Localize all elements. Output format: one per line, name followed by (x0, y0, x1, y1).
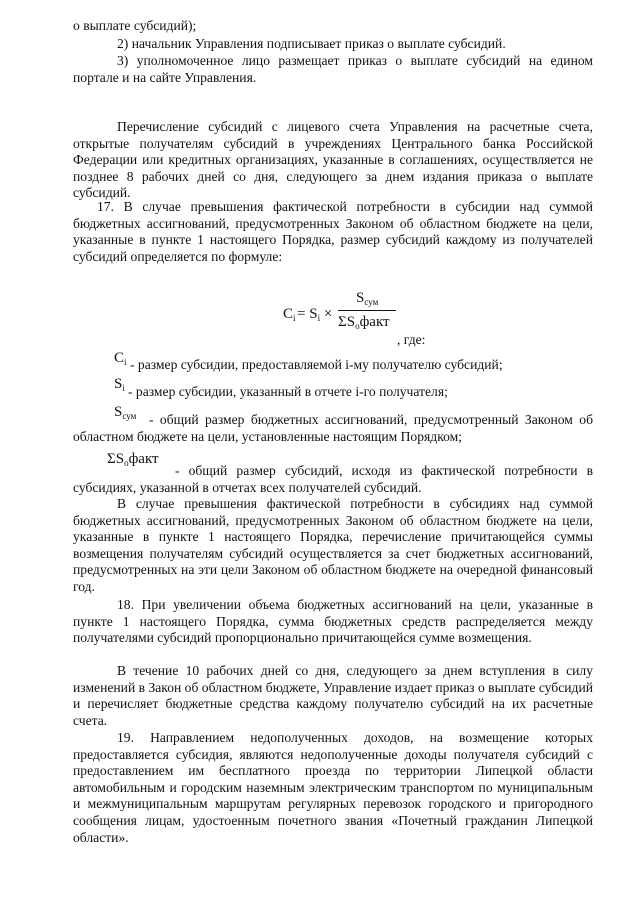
paragraph-10-days: В течение 10 рабочих дней со дня, следующего за днем вступления в силу изменений в Закон об областном бюджете, Управление издает приказ о выплате субсидий и перечисляет бюджетные средства каждому получателю субсидий на их расчетные счета. (73, 663, 593, 728)
formula-denominator: $\Sigma S_oфакт$ (338, 314, 390, 331)
paragraph-17: 17. В случае превышения фактической потребности в субсидии над суммой бюджетных ассигнований, предусмотренных Законом об областном бюджете на цели, указанные в пункте 1 настоящего Порядка, размер субсидий каждому из получателей субсидий определяется по формуле: (73, 199, 593, 264)
formula-where: , где: (397, 332, 426, 347)
formula-eq: = $S_i$ × (297, 306, 333, 323)
text-item-3: 3) уполномоченное лицо размещает приказ о выплате субсидий на едином портале и на сайте Управления. (73, 53, 593, 85)
paragraph-18: 18. При увеличении объема бюджетных ассигнований на цели, указанные в пункте 1 настоящего Порядка, сумма бюджетных средств распределяется между получателями субсидий пропорционально причитающейся сумме возмещения. (73, 597, 593, 646)
fraction-bar (338, 310, 396, 311)
formula-lhs: $C_i$ (283, 306, 296, 323)
text-line-1: о выплате субсидий); (73, 18, 197, 33)
formula-numerator: $S_{сум}$ (356, 290, 379, 307)
paragraph-transfer: Перечисление субсидий с лицевого счета Управления на расчетные счета, открытые получателям субсидий в учреждениях Центрального банка Российской Федерации или кредитных организациях, указанные в соглашениях, осуществляется не позднее 8 рабочих дней со дня, следующего за днем издания приказа о выплате субсидий. (73, 119, 593, 201)
text-item-2: 2) начальник Управления подписывает приказ о выплате субсидий. (117, 36, 506, 51)
document-page: о выплате субсидий); 2) начальник Управления подписывает приказ о выплате субсидий. 3) уполномоченное лицо размещает приказ о выплате субсидий на едином портале и на сайте Управления. Перечисление субсидий с лицевого счета Управления на расчетные счета, открытые получателям субсидий в учреждениях Центрального банка Российской Федерации или кредитных организациях, указанные в соглашениях, осуществляется не позднее 8 рабочих дней со дня, следующего за днем издания приказа о выплате субсидий. 17. В случае превышения фактической потребности в субсидии над суммой бюджетных ассигнований, предусмотренных Законом об областном бюджете на цели, указанные в пункте 1 настоящего Порядка, размер субсидий каждому из получателей субсидий определяется по формуле: $C_i$ = $S_i$ × $S_{сум}$ $\Sigma S_oфакт$ , где: $C_i$ - размер субсидии, предоставляемой i-му получателю субсидий; $S_i$ - размер субсидии, указанный в отчете i-го получателя; $S_{сум}$ - общий размер бюджетных ассигнований, предусмотренный Законом об областном бюджете на цели, установленные настоящим Порядком; $\Sigma S_oфакт$ - общий размер субсидий, исходя из фактической потребности в субсидиях, указанной в отчетах всех получателей субсидий. В случае превышения фактической потребности в субсидиях над суммой бюджетных ассигнований, предусмотренных Законом об областном бюджете на цели, указанные в пункте 1 настоящего Порядка, перечисление причитающейся суммы возмещения получателям субсидий осуществляется за счет бюджетных ассигнований, предусмотренных на эти цели Законом об областном бюджете на очередной финансовый год. 18. При увеличении объема бюджетных ассигнований на цели, указанные в пункте 1 настоящего Порядка, сумма бюджетных средств распределяется между получателями субсидий пропорционально причитающейся сумме возмещения. В течение 10 рабочих дней со дня, следующего за днем вступления в силу изменений в Закон об областном бюджете, Управление издает приказ о выплате субсидий и перечисляет бюджетные средства каждому получателю субсидий на их расчетные счета. 19. Направлением недополученных доходов, на возмещение которых предоставляется субсидия, являются недополученные доходы получателя субсидий с предоставлением им бесплатного проезда по территории Липецкой области автомобильным и городским наземным электрическим транспортом по муниципальным и межмуниципальным маршрутам регулярных перевозок городского и пригородного сообщения лицам, удостоенным почетного звания «Почетный гражданин Липецкой области». (73, 18, 593, 845)
paragraph-19: 19. Направлением недополученных доходов, на возмещение которых предоставляется субсидия, являются недополученные доходы получателя субсидий с предоставлением им бесплатного проезда по территории Липецкой области автомобильным и городским наземным электрическим транспортом по муниципальным и межмуниципальным маршрутам регулярных перевозок городского и пригородного сообщения лицам, удостоенным почетного звания «Почетный гражданин Липецкой области». (73, 730, 593, 845)
paragraph-excess: В случае превышения фактической потребности в субсидиях над суммой бюджетных ассигнований, предусмотренных Законом об областном бюджете на цели, указанные в пункте 1 настоящего Порядка, перечисление причитающейся суммы возмещения получателям субсидий осуществляется за счет бюджетных ассигнований, предусмотренных на эти цели Законом об областном бюджете на очередной финансовый год. (73, 496, 593, 594)
